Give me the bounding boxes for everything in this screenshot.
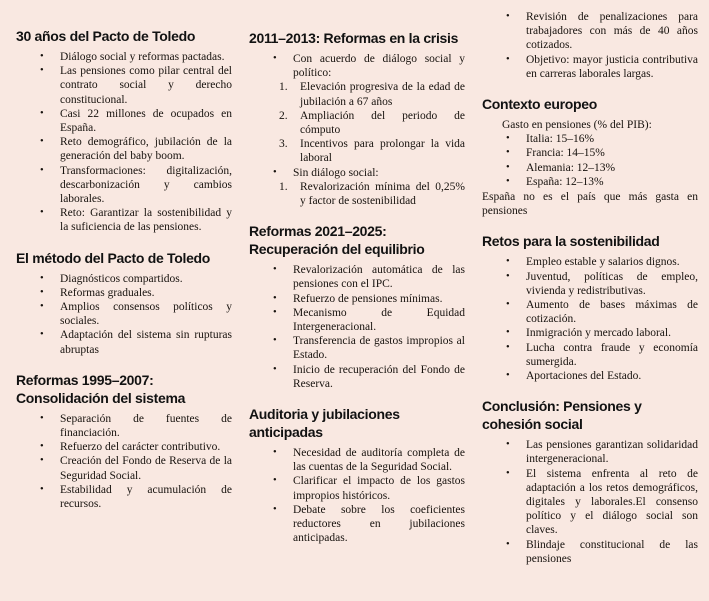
list-item [249,334,465,362]
list-item-text: Objetivo: mayor justicia contributiva en carreras laborales largas. [526,53,698,80]
numbered-item [249,180,465,208]
number-marker: 1. [279,180,288,193]
list-item [16,300,232,328]
number-marker: 2. [279,109,288,122]
bullet-icon: • [506,133,510,145]
column-1 [16,0,232,601]
list-item-text: Incentivos para prolongar la vida laboral [300,138,465,165]
list-item [249,446,465,474]
list-item [482,175,698,189]
list-item-text: Inicio de recuperación del Fondo de Reserva. [293,363,465,390]
column-2 [249,0,465,601]
column-3 [482,0,698,601]
list-item-text: Empleo estable y salarios dignos. [526,256,680,269]
list-item-text: Lucha contra fraude y economía sumergida. [526,341,698,368]
bullet-icon: • [273,447,277,459]
list-item-text: Italia: 15–16% [526,133,595,146]
bullet-icon: • [40,441,44,453]
list-item [482,341,698,369]
list-item [16,286,232,300]
list-item-text: Transferencia de gastos impropios al Estado. [293,335,465,362]
list-item-text: Debate sobre los coeficientes reductores en jubilaciones anticipadas. [293,503,465,545]
list-item [249,263,465,291]
numbered-item [249,109,465,137]
list-item-text: Las pensiones como pilar central del contrato social y derecho constitucional. [60,65,232,106]
bullet-list [16,412,232,511]
bullet-list [482,255,698,383]
list-item-text: Con acuerdo de diálogo social y político: [293,53,465,80]
list-item-text: Inmigración y mercado laboral. [526,327,671,340]
section-heading-reformas-1995-2007: Reformas 1995–2007: Consolidación del sistema [16,371,186,406]
list-item [249,503,465,546]
section-heading-reformas-2021-2025: Reformas 2021–2025: Recuperación del equilibrio [249,223,425,258]
list-item-text: Diagnósticos compartidos. [60,272,183,285]
list-item [249,306,465,334]
note-espana-gasto: España no es el país que más gasta en pensiones [482,191,698,218]
list-item-text: Las pensiones garantizan solidaridad intergeneracional. [526,439,698,466]
list-item-text: Sin diálogo social: [293,166,379,179]
list-item-text: Blindaje constitucional de las pensiones [526,538,698,565]
list-item [16,483,232,511]
list-item [249,166,465,180]
list-item-text: Juventud, políticas de empleo, vivienda y redistributivas. [526,270,698,297]
list-item-text: Diálogo social y reformas pactadas. [60,51,225,63]
bullet-list [16,272,232,357]
list-item-text: Creación del Fondo de Reserva de la Seguridad Social. [60,455,232,482]
list-item [249,292,465,306]
list-item-text: Separación de fuentes de financiación. [60,412,232,440]
bullet-list [482,132,698,189]
section-heading-2011-2013-crisis: 2011–2013: Reformas en la crisis [249,30,459,46]
list-item-text: Casi 22 millones de ocupados en España. [60,107,232,135]
bullet-icon: • [506,341,510,353]
list-item [482,369,698,383]
bullet-icon: • [506,270,510,282]
list-item [482,132,698,146]
list-item [482,255,698,269]
bullet-list [249,263,465,391]
number-marker: 3. [279,138,288,151]
list-item [249,363,465,391]
list-item-text: Refuerzo del carácter contributivo. [60,441,221,454]
section-heading-metodo-pacto-toledo: El método del Pacto de Toledo [16,249,211,266]
list-item [482,146,698,160]
bullet-icon: • [506,299,510,311]
bullet-icon: • [40,286,44,298]
list-item [482,538,698,566]
list-item-text: Amplios consensos políticos y sociales. [60,301,232,328]
bullet-icon: • [40,107,44,119]
bullet-list [482,10,698,81]
list-item [16,206,232,234]
bullet-icon: • [506,467,510,479]
numbered-item [249,80,465,108]
bullet-icon: • [273,264,277,276]
list-item [482,161,698,175]
list-item-text: Alemania: 12–13% [526,161,616,174]
list-item [482,326,698,340]
list-item [482,270,698,298]
bullet-icon: • [40,164,44,176]
list-item [482,298,698,326]
list-item [249,474,465,502]
bullet-icon: • [506,53,510,65]
bullet-list [482,438,698,566]
list-item-text: Francia: 14–15% [526,147,605,160]
list-item [16,440,232,454]
list-item [16,135,232,163]
list-item [16,272,232,286]
list-item [16,107,232,135]
bullet-icon: • [506,538,510,550]
bullet-icon: • [273,475,277,487]
list-item-text: Adaptación del sistema sin rupturas abruptas [60,329,232,356]
bullet-icon: • [40,455,44,467]
bullet-icon: • [40,136,44,148]
list-item-text: Refuerzo de pensiones mínimas. [293,292,443,305]
bullet-icon: • [506,147,510,159]
section-heading-30-anos-pacto-toledo: 30 años del Pacto de Toledo [16,28,196,44]
intro-line-gasto-pensiones: Gasto en pensiones (% del PIB): [502,119,652,132]
bullet-icon: • [40,65,44,77]
bullet-icon: • [273,335,277,347]
section-heading-auditoria-jubilaciones: Auditoria y jubilaciones anticipadas [249,406,400,441]
list-item-text: Revalorización automática de las pensiones con el IPC. [293,264,465,291]
bullet-icon: • [273,292,277,304]
list-item [249,52,465,80]
section-heading-contexto-europeo: Contexto europeo [482,96,597,113]
list-item [16,412,232,440]
list-item-text: Revisión de penalizaciones para trabajadores con más de 40 años cotizados. [526,11,698,52]
list-item-text: España: 12–13% [526,175,604,188]
bullet-icon: • [506,11,510,22]
bullet-icon: • [40,207,44,219]
bullet-icon: • [506,256,510,268]
list-item [16,64,232,107]
list-item [16,328,232,356]
bullet-icon: • [273,306,277,318]
list-item-text: Clarificar el impacto de los gastos impropios históricos. [293,475,465,502]
bullet-icon: • [40,483,44,495]
bullet-icon: • [40,412,44,424]
numbered-item [249,137,465,165]
list-item-text: Elevación progresiva de la edad de jubilación a 67 años [300,81,465,108]
bullet-icon: • [506,161,510,173]
list-item-text: Estabilidad y acumulación de recursos. [60,483,232,511]
list-item-text: El sistema enfrenta al reto de adaptación a los retos demográficos, digitales y laborales.El consenso político y el diálogo social son claves. [526,467,698,537]
list-item-text: Aportaciones del Estado. [526,370,642,383]
section-heading-retos-sostenibilidad: Retos para la sostenibilidad [482,233,660,250]
bullet-list [249,446,465,545]
bullet-icon: • [506,175,510,187]
list-item-text: Reto demográfico, jubilación de la generación del baby boom. [60,136,232,163]
bullet-icon: • [40,301,44,313]
bullet-icon: • [506,370,510,382]
list-item-text: Transformaciones: digitalización, descarbonización y cambios laborales. [60,164,232,206]
bullet-icon: • [273,53,277,64]
bullet-icon: • [273,503,277,515]
list-item-text: Aumento de bases máximas de cotización. [526,299,698,326]
list-item-text: Revalorización mínima del 0,25% y factor de sostenibilidad [300,180,465,208]
bullet-icon: • [40,51,44,62]
list-item-text: Reformas graduales. [60,286,155,299]
number-marker: 1. [279,81,288,94]
list-item [482,53,698,81]
bullet-icon: • [273,363,277,375]
mixed-list [249,52,465,208]
list-item [482,467,698,538]
list-item-text: Necesidad de auditoría completa de las cuentas de la Seguridad Social. [293,447,465,474]
list-item [16,50,232,64]
list-item [482,10,698,53]
list-item-text: Reto: Garantizar la sostenibilidad y la suficiencia de las pensiones. [60,207,232,234]
bullet-list [16,50,232,235]
list-item [16,454,232,482]
list-item [482,438,698,466]
bullet-icon: • [40,272,44,284]
bullet-icon: • [40,329,44,341]
list-item [16,164,232,207]
list-item-text: Mecanismo de Equidad Intergeneracional. [293,306,465,334]
bullet-icon: • [273,166,277,178]
bullet-icon: • [506,439,510,451]
bullet-icon: • [506,327,510,339]
list-item-text: Ampliación del periodo de cómputo [300,109,465,137]
section-heading-conclusion: Conclusión: Pensiones y cohesión social [482,398,642,433]
